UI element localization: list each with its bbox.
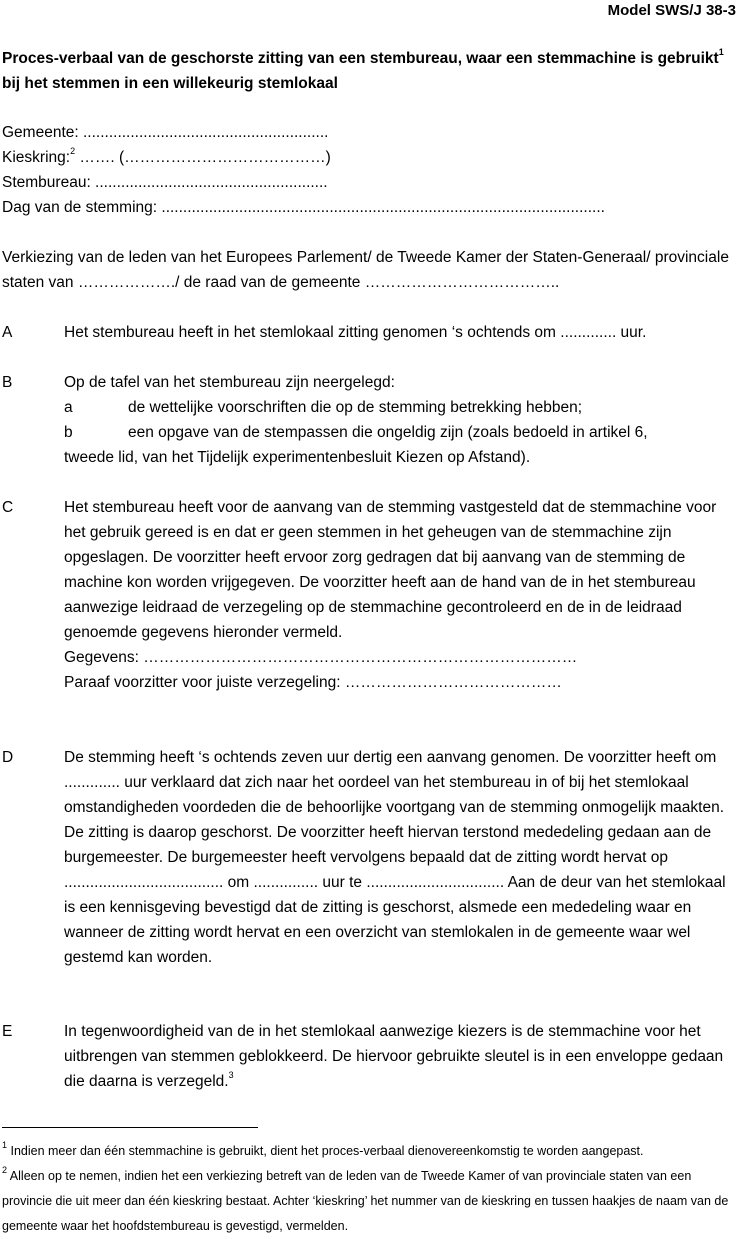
section-text xyxy=(64,1019,732,1094)
footnote-text: Indien meer dan één stemmachine is gebruikt, dient het proces-verbaal dienovereenkomstig te worden aangepast. xyxy=(7,1144,644,1158)
kieskring-label: Kieskring: xyxy=(2,149,71,166)
section-a xyxy=(2,320,732,345)
verkiezing-statement: Verkiezing van de leden van het Europees Parlement/ de Tweede Kamer der Staten-Generaal/ provinciale staten van ………………./ de raad van de gemeente ……………………………….. xyxy=(2,249,729,291)
section-intro: Op de tafel van het stembureau zijn neergelegd: xyxy=(64,374,395,391)
footnote-ref-2: 2 xyxy=(70,145,76,156)
footnote-divider xyxy=(2,1127,258,1128)
footnote-ref-3: 3 xyxy=(228,1069,234,1080)
gegevens-field: Gegevens: ………………………………………………………………………… xyxy=(64,649,578,666)
section-letter: A xyxy=(2,324,13,341)
section-letter: E xyxy=(2,1023,13,1040)
list-item xyxy=(64,420,732,445)
section-e-text: In tegenwoordigheid van de in het stemlokaal aanwezige kiezers is de stemmachine voor het uitbrengen van stemmen geblokkeerd. De hiervoor gebruikte sleutel is in een enveloppe gedaan die daarna is verzegeld. xyxy=(64,1023,724,1090)
list-item-label: a xyxy=(64,399,73,416)
kieskring-field xyxy=(2,145,605,170)
section-text: De stemming heeft ‘s ochtends zeven uur dertig een aanvang genomen. De voorzitter heeft om ............. uur verklaard dat zich naar het oordeel van het stembureau in of bij het stemlokaal omstandigheden voordeden die de behoorlijke voortgang van de stemming onmogelijk maakten. De zitting is daarop geschorst. De voorzitter heeft hiervan terstond mededeling gedaan aan de burgemeester. De burgemeester heeft vervolgens bepaald dat de zitting wordt hervat op ..................................... om ............... uur te ................................ Aan de deur van het stemlokaal is een kennisgeving bevestigd dat de zitting is geschorst, alsmede een mededeling waar en wanneer de zitting wordt hervat en een overzicht van stemlokalen in de gemeente waar wel gestemd kan worden. xyxy=(64,749,726,966)
model-code: Model SWS/J 38-3 xyxy=(607,2,736,19)
section-c xyxy=(2,495,732,695)
gemeente-field: Gemeente: ......................................................... xyxy=(2,124,329,141)
section-text: Het stembureau heeft in het stemlokaal zitting genomen ‘s ochtends om ............. uur. xyxy=(64,324,647,341)
section-letter: D xyxy=(2,749,14,766)
paraaf-field: Paraaf voorzitter voor juiste verzegeling: …………………………………… xyxy=(64,674,562,691)
title-text: Proces-verbaal van de geschorste zitting van een stembureau, waar een stemmachine is gebruikt xyxy=(2,50,719,67)
section-text: Het stembureau heeft voor de aanvang van de stemming vastgesteld dat de stemmachine voor het gebruik gereed is en dat er geen stemmen in het geheugen van de stemmachine zijn opgeslagen. De voorzitter heeft ervoor zorg gedragen dat bij aanvang van de stemming de machine kon worden vrijgegeven. De voorzitter heeft aan de hand van de in het stembureau aanwezige leidraad de verzegeling op de stemmachine gecontroleerd en de in de leidraad genoemde gegevens hieronder vermeld. xyxy=(64,499,717,641)
footnote-text: Alleen op te nemen, indien het een verkiezing betreft van de leden van de Tweede Kamer of van provinciale staten van een provincie die uit meer dan één kieskring bestaat. Achter ‘kieskring’ het nummer van de kieskring en tussen haakjes de naam van de gemeente waar het hoofdstembureau is gevestigd, vermelden. xyxy=(2,1169,729,1233)
title-text-end: bij het stemmen in een willekeurig stemlokaal xyxy=(2,75,338,92)
footnote-mark: 2 xyxy=(2,1164,8,1175)
list-item-continuation: tweede lid, van het Tijdelijk experimentenbesluit Kiezen op Afstand). xyxy=(64,449,531,466)
section-d xyxy=(2,745,732,970)
section-b xyxy=(2,370,732,470)
section-letter: B xyxy=(2,374,13,391)
list-item-text: een opgave van de stempassen die ongeldig zijn (zoals bedoeld in artikel 6, xyxy=(128,424,648,441)
list-item xyxy=(64,395,732,420)
list-item-label: b xyxy=(64,424,73,441)
footnote-mark: 1 xyxy=(2,1139,8,1150)
stembureau-field: Stembureau: ...................................................... xyxy=(2,174,328,191)
list-item-text: de wettelijke voorschriften die op de stemming betrekking hebben; xyxy=(128,399,583,416)
footnote-ref-1: 1 xyxy=(718,46,724,57)
document-title xyxy=(2,46,732,96)
section-letter: C xyxy=(2,499,14,516)
footnote-1 xyxy=(2,1139,736,1164)
footnote-2 xyxy=(2,1164,736,1239)
dag-field: Dag van de stemming: ....................................................................................................... xyxy=(2,199,605,216)
section-e xyxy=(2,1019,732,1094)
kieskring-blank: ……. (…………………………………) xyxy=(75,149,331,166)
header-fields xyxy=(2,120,605,220)
